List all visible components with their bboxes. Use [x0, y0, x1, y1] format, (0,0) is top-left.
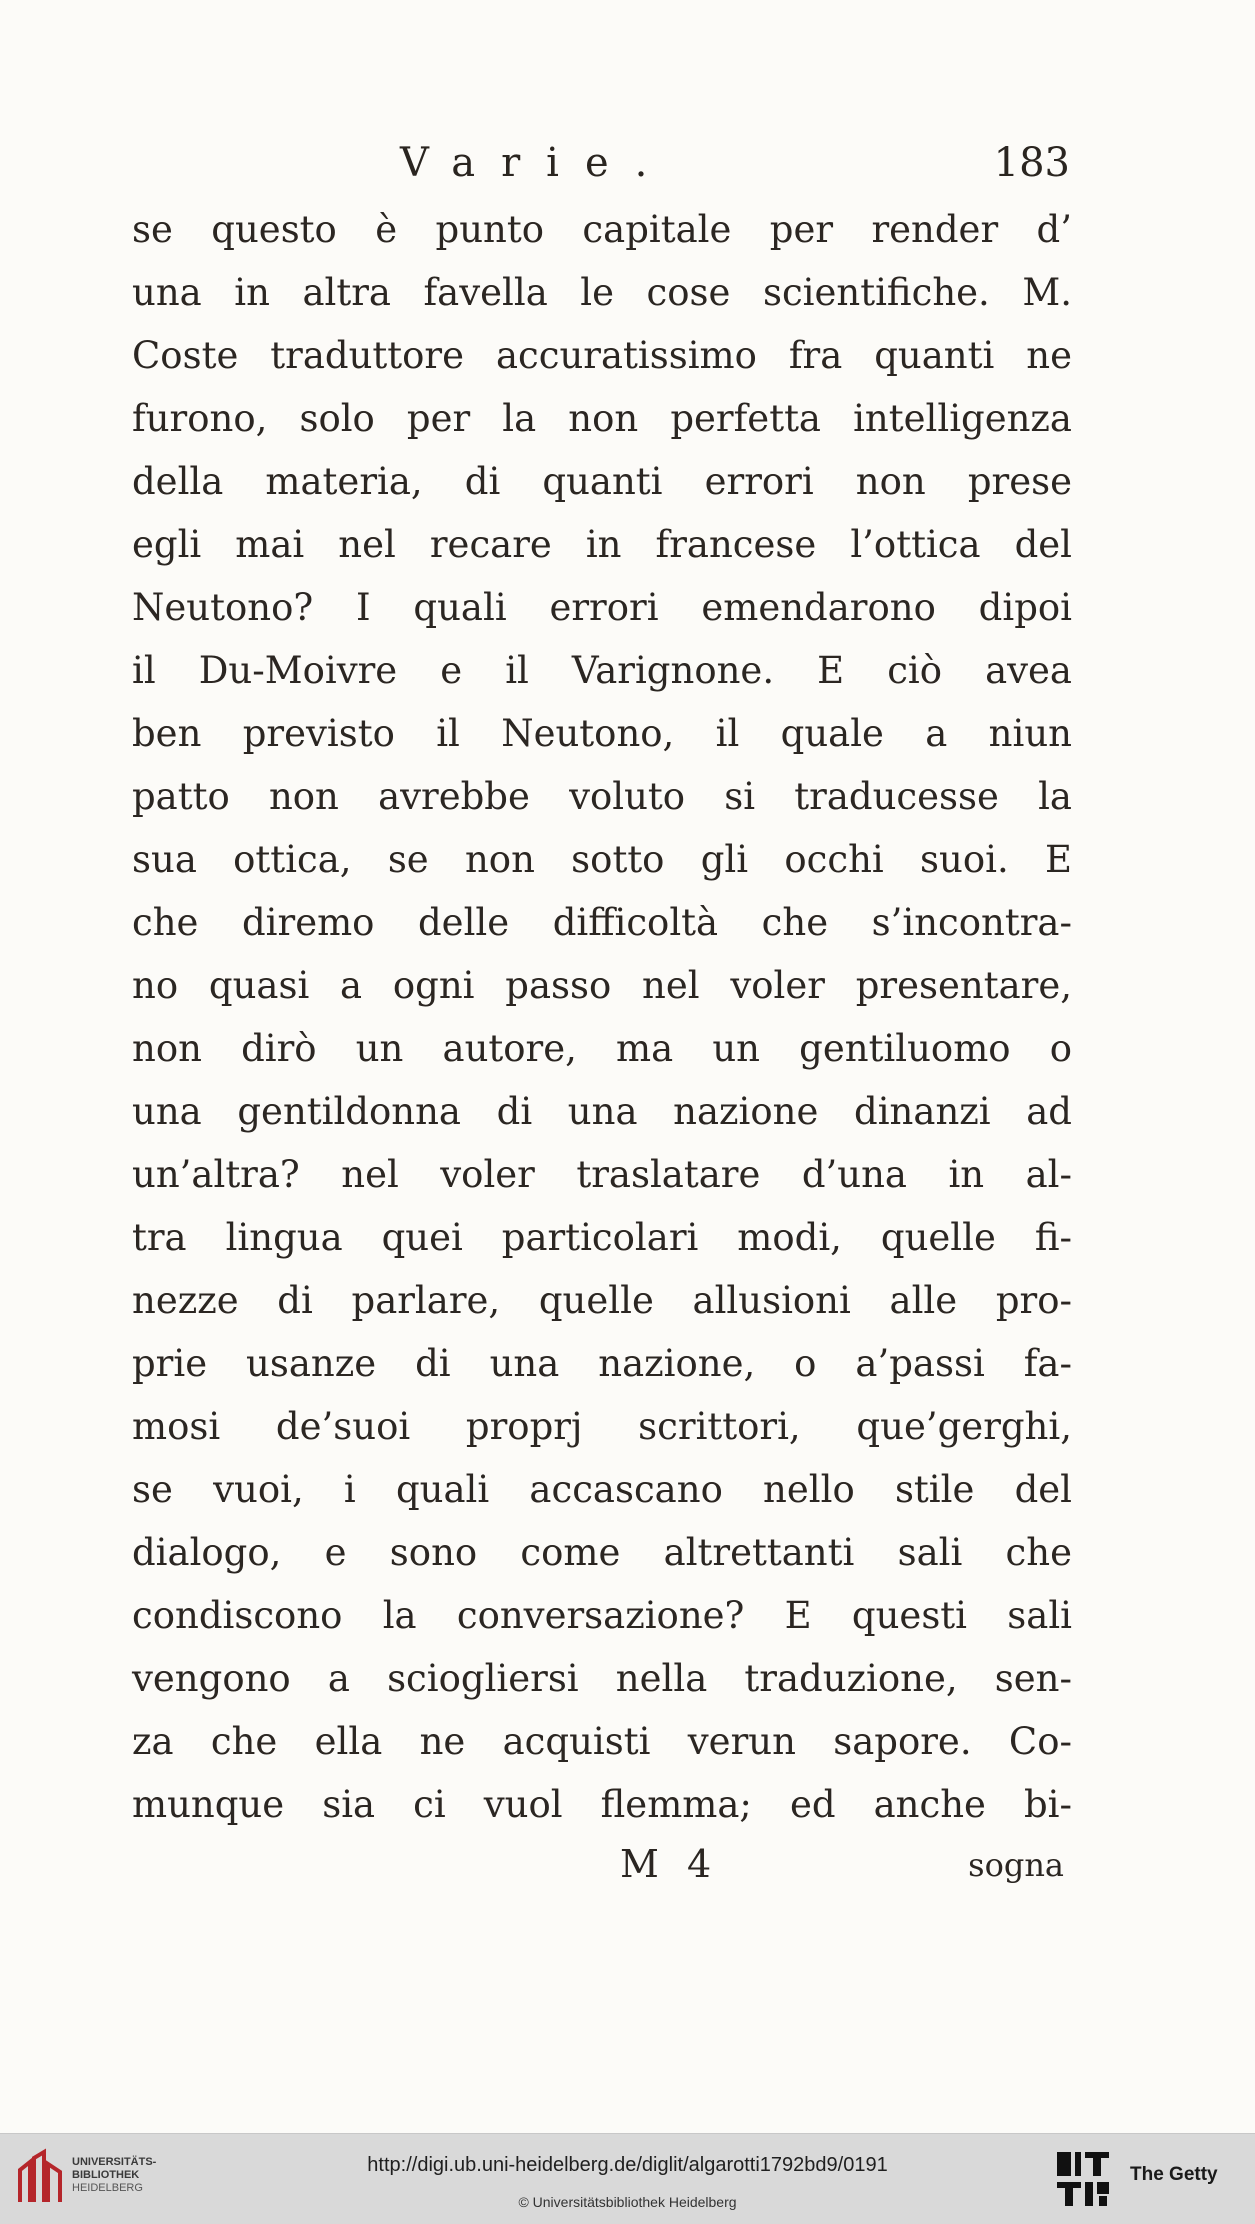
text-line: Coste traduttore accuratissimo fra quanti ne	[132, 334, 1072, 377]
text-line: sua ottica, se non sotto gli occhi suoi. E	[132, 838, 1072, 881]
text-line: condiscono la conversazione? E questi sali	[132, 1594, 1072, 1637]
text-line: il Du-Moivre e il Varignone. E ciò avea	[132, 649, 1072, 692]
text-line: vengono a sciogliersi nella traduzione, sen-	[132, 1657, 1072, 1700]
text-line: se vuoi, i quali accascano nello stile del	[132, 1468, 1072, 1511]
signature-mark: M 4	[620, 1842, 720, 1886]
catchword: sogna	[968, 1846, 1064, 1884]
text-line: che diremo delle difficoltà che s’incontra-	[132, 901, 1072, 944]
text-line: della materia, di quanti errori non prese	[132, 460, 1072, 503]
partner-name: The Getty	[1130, 2164, 1218, 2185]
text-line: non dirò un autore, ma un gentiluomo o	[132, 1027, 1072, 1070]
text-line: ben previsto il Neutono, il quale a niun	[132, 712, 1072, 755]
text-line: dialogo, e sono come altrettanti sali che	[132, 1531, 1072, 1574]
text-line: una gentildonna di una nazione dinanzi ad	[132, 1090, 1072, 1133]
text-line: furono, solo per la non perfetta intelligenza	[132, 397, 1072, 440]
copyright-notice: © Universitätsbibliothek Heidelberg	[518, 2194, 737, 2210]
text-line: tra lingua quei particolari modi, quelle fi-	[132, 1216, 1072, 1259]
body-text	[132, 198, 1072, 1836]
library-name-line: BIBLIOTHEK	[72, 2169, 140, 2181]
permalink-url[interactable]: http://digi.ub.uni-heidelberg.de/diglit/algarotti1792bd9/0191	[367, 2154, 888, 2176]
text-line: se questo è punto capitale per render d’	[132, 208, 1072, 251]
text-line: Neutono? I quali errori emendarono dipoi	[132, 586, 1072, 629]
text-line: nezze di parlare, quelle allusioni alle pro-	[132, 1279, 1072, 1322]
getty-logo-icon[interactable]	[1055, 2150, 1111, 2208]
text-line: no quasi a ogni passo nel voler presentare,	[132, 964, 1072, 1007]
catchline	[132, 1842, 1072, 1892]
text-line: za che ella ne acquisti verun sapore. Co-	[132, 1720, 1072, 1763]
text-line: munque sia ci vuol flemma; ed anche bi-	[132, 1783, 1072, 1826]
text-line: un’altra? nel voler traslatare d’una in al-	[132, 1153, 1072, 1196]
text-line: mosi de’suoi proprj scrittori, que’gerghi,	[132, 1405, 1072, 1448]
running-head	[130, 140, 1070, 190]
text-line: una in altra favella le cose scientifiche. M.	[132, 271, 1072, 314]
library-name-line: HEIDELBERG	[72, 2182, 143, 2194]
page-number: 183	[993, 140, 1070, 186]
text-line: egli mai nel recare in francese l’ottica del	[132, 523, 1072, 566]
running-title: Varie.	[400, 140, 674, 186]
text-line: prie usanze di una nazione, o a’passi fa-	[132, 1342, 1072, 1385]
text-line: patto non avrebbe voluto si traducesse la	[132, 775, 1072, 818]
viewer-footer	[0, 2133, 1255, 2224]
library-name-line: UNIVERSITÄTS-	[72, 2156, 157, 2168]
